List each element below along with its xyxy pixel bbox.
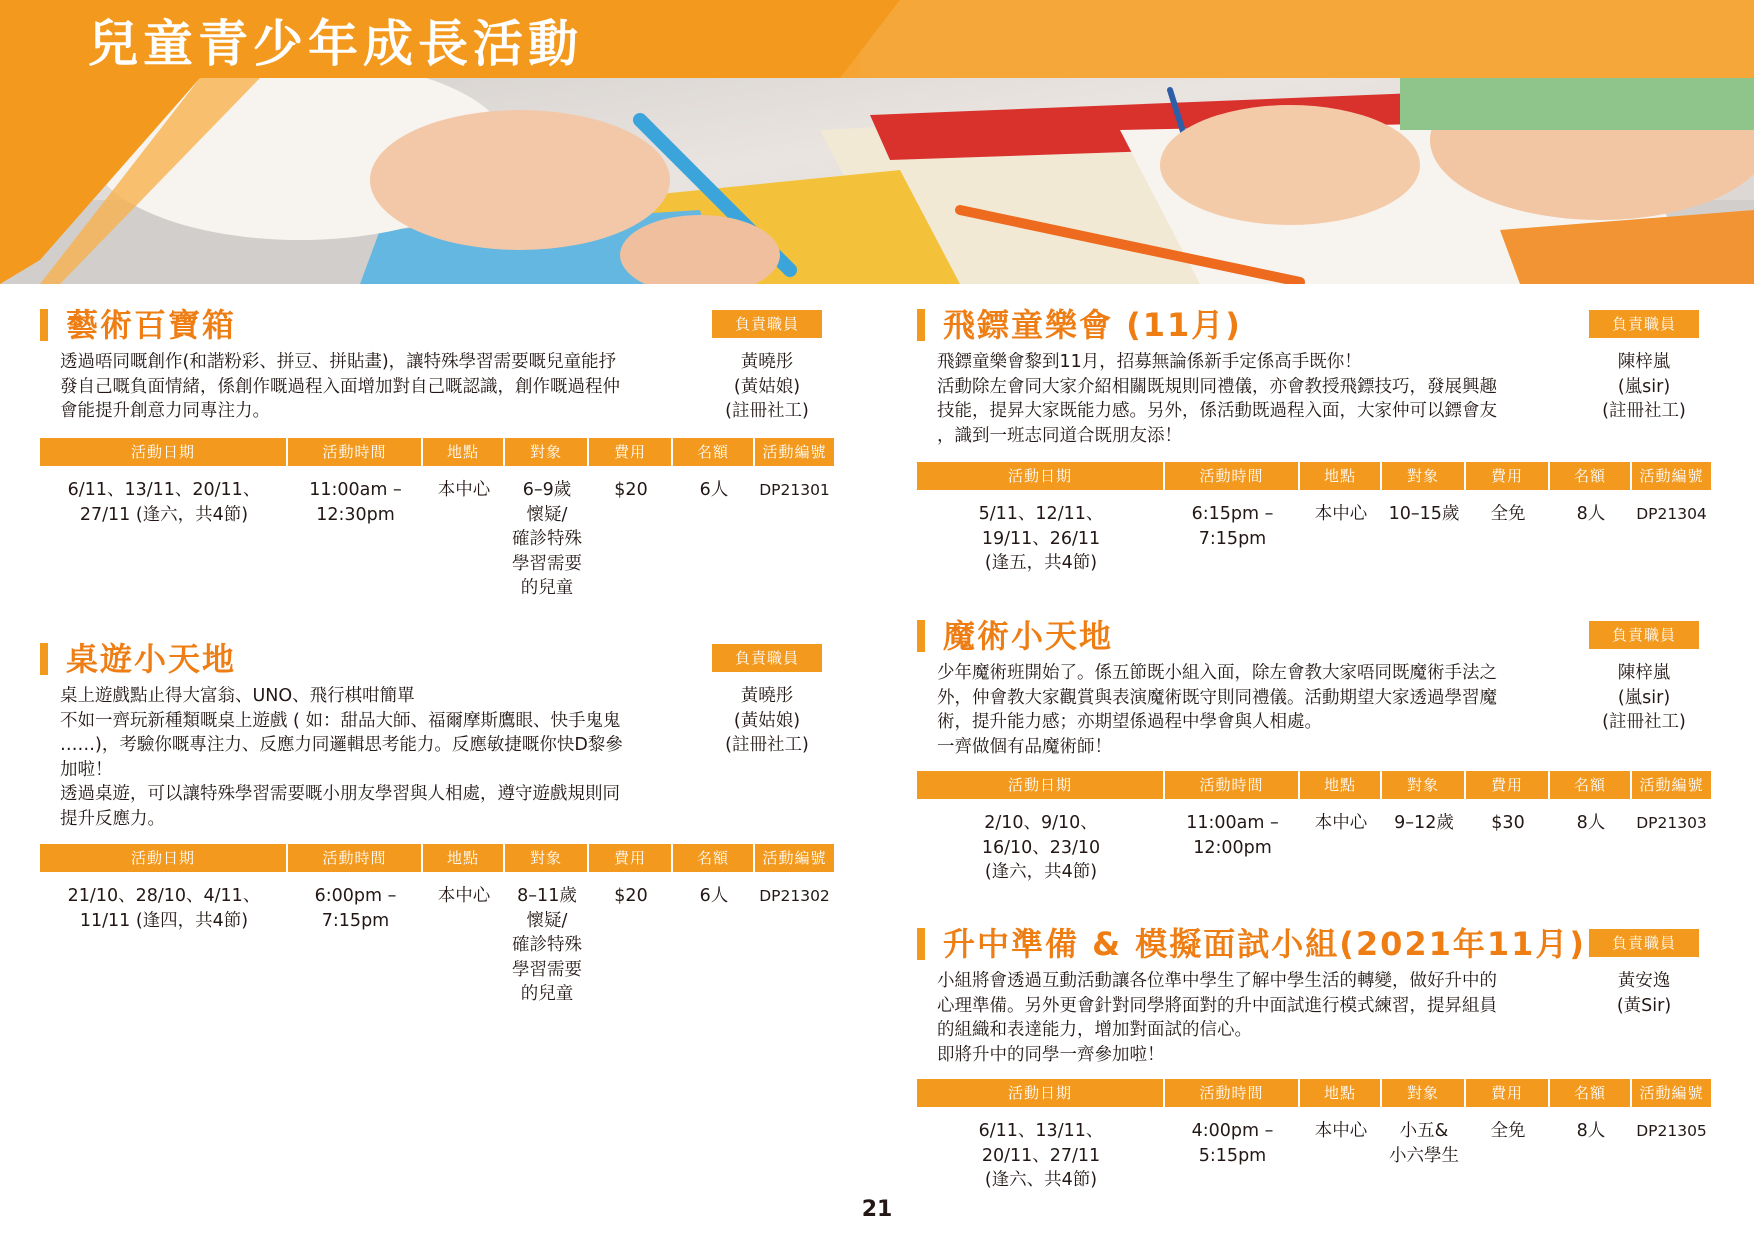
section-title: 魔術小天地: [943, 617, 1114, 655]
section-title: 升中準備 & 模擬面試小組(2021年11月): [943, 925, 1587, 963]
table-row: 6/11、13/11、 20/11、27/11 (逢六、共4節) 4:00pm – 5:15pm 本中心 小五& 小六學生 全免 8人 DP21305: [978, 1121, 1707, 1190]
activity-section-magic: [917, 615, 1717, 895]
section-title: 桌遊小天地: [66, 640, 237, 678]
staff-name: 陳梓嵐 (嵐sir) (註冊社工): [1602, 663, 1686, 732]
section-bar: [917, 620, 925, 652]
page-title: 兒童青少年成長活動: [88, 15, 583, 73]
table-header: 活動日期 活動時間 地點 對象 費用 名額 活動編號: [917, 1079, 1711, 1107]
table-header: 活動日期 活動時間 地點 對象 費用 名額 活動編號: [40, 438, 834, 466]
section-bar: [917, 309, 925, 341]
table-row: 5/11、12/11、 19/11、26/11 (逢五，共4節) 6:15pm – 7:15pm 本中心 10–15歲 全免 8人 DP21304: [978, 504, 1707, 573]
activity-section-art: [40, 304, 840, 604]
section-title: 飛鏢童樂會 (11月): [943, 306, 1242, 344]
section-description: 桌上遊戲點止得大富翁、UNO、飛行棋咁簡單 不如一齊玩新種類嘅桌上遊戲 ( 如：甜品大師、福爾摩斯鷹眼、快手鬼鬼 ……)，考驗你嘅專注力、反應力同邏輯思考能力。反應敏捷嘅你快D黎參 加啦！ 透過桌遊，可以讓特殊學習需要嘅小朋友學習與人相處，遵守遊戲規則同 提升反應力。: [60, 686, 623, 829]
activity-section-boardgame: [40, 638, 840, 1018]
staff-name: 黃曉彤 (黃姑娘) (註冊社工): [725, 352, 809, 421]
section-bar: [40, 643, 48, 675]
staff-name: 黃曉彤 (黃姑娘) (註冊社工): [725, 686, 809, 755]
section-bar: [917, 928, 925, 960]
section-description: 少年魔術班開始了。係五節既小組入面，除左會教大家唔同既魔術手法之 外，仲會教大家觀賞與表演魔術既守則同禮儀。活動期望大家透過學習魔 術，提升能力感；亦期望係過程中學會與人相處。 一齊做個有品魔術師！: [937, 663, 1497, 757]
table-row: 6/11、13/11、20/11、 27/11 (逢六，共4節) 11:00am – 12:30pm 本中心 6–9歲 懷疑/ 確診特殊 學習需要 的兒童 $20 6人 DP21301: [67, 480, 830, 598]
staff-label: 負責職員: [712, 310, 822, 338]
section-bar: [40, 309, 48, 341]
section-description: 小組將會透過互動活動讓各位準中學生了解中學生活的轉變，做好升中的 心理準備。另外更會針對同學將面對的升中面試進行模式練習，提昇組員 的組織和表達能力，增加對面試的信心。 即將升中的同學一齊參加啦！: [937, 971, 1497, 1065]
activity-section-darts: [917, 304, 1717, 584]
table-header: 活動日期 活動時間 地點 對象 費用 名額 活動編號: [40, 844, 834, 872]
table-header: 活動日期 活動時間 地點 對象 費用 名額 活動編號: [917, 462, 1711, 490]
table-header: 活動日期 活動時間 地點 對象 費用 名額 活動編號: [917, 771, 1711, 799]
page-number: 21: [861, 1197, 893, 1222]
table-row: 21/10、28/10、4/11、 11/11 (逢四，共4節) 6:00pm – 7:15pm 本中心 8–11歲 懷疑/ 確診特殊 學習需要 的兒童 $20 6人 DP21302: [67, 886, 830, 1004]
section-description: 透過唔同嘅創作(和諧粉彩、拼豆、拼貼畫)，讓特殊學習需要嘅兒童能抒 發自己嘅負面情緒，係創作嘅過程入面增加對自己嘅認識，創作嘅過程仲 會能提升創意力同專注力。: [60, 352, 620, 421]
section-title: 藝術百寶箱: [66, 306, 237, 344]
staff-name: 陳梓嵐 (嵐sir) (註冊社工): [1602, 352, 1686, 421]
staff-label: 負責職員: [712, 644, 822, 672]
staff-label: 負責職員: [1589, 929, 1699, 957]
staff-label: 負責職員: [1589, 621, 1699, 649]
staff-label: 負責職員: [1589, 310, 1699, 338]
table-row: 2/10、9/10、 16/10、23/10 (逢六，共4節) 11:00am – 12:00pm 本中心 9–12歲 $30 8人 DP21303: [981, 813, 1707, 882]
section-description: 飛鏢童樂會黎到11月，招募無論係新手定係高手既你！ 活動除左會同大家介紹相關既規則同禮儀，亦會教授飛鏢技巧，發展興趣 技能，提昇大家既能力感。另外，係活動既過程入面，大家仲可以鏢會友 ，識到一班志同道合既朋友添！: [937, 352, 1497, 446]
activity-section-interview: [917, 923, 1717, 1203]
staff-name: 黃安逸 (黃Sir): [1616, 971, 1672, 1016]
header-banner: [0, 0, 1754, 284]
